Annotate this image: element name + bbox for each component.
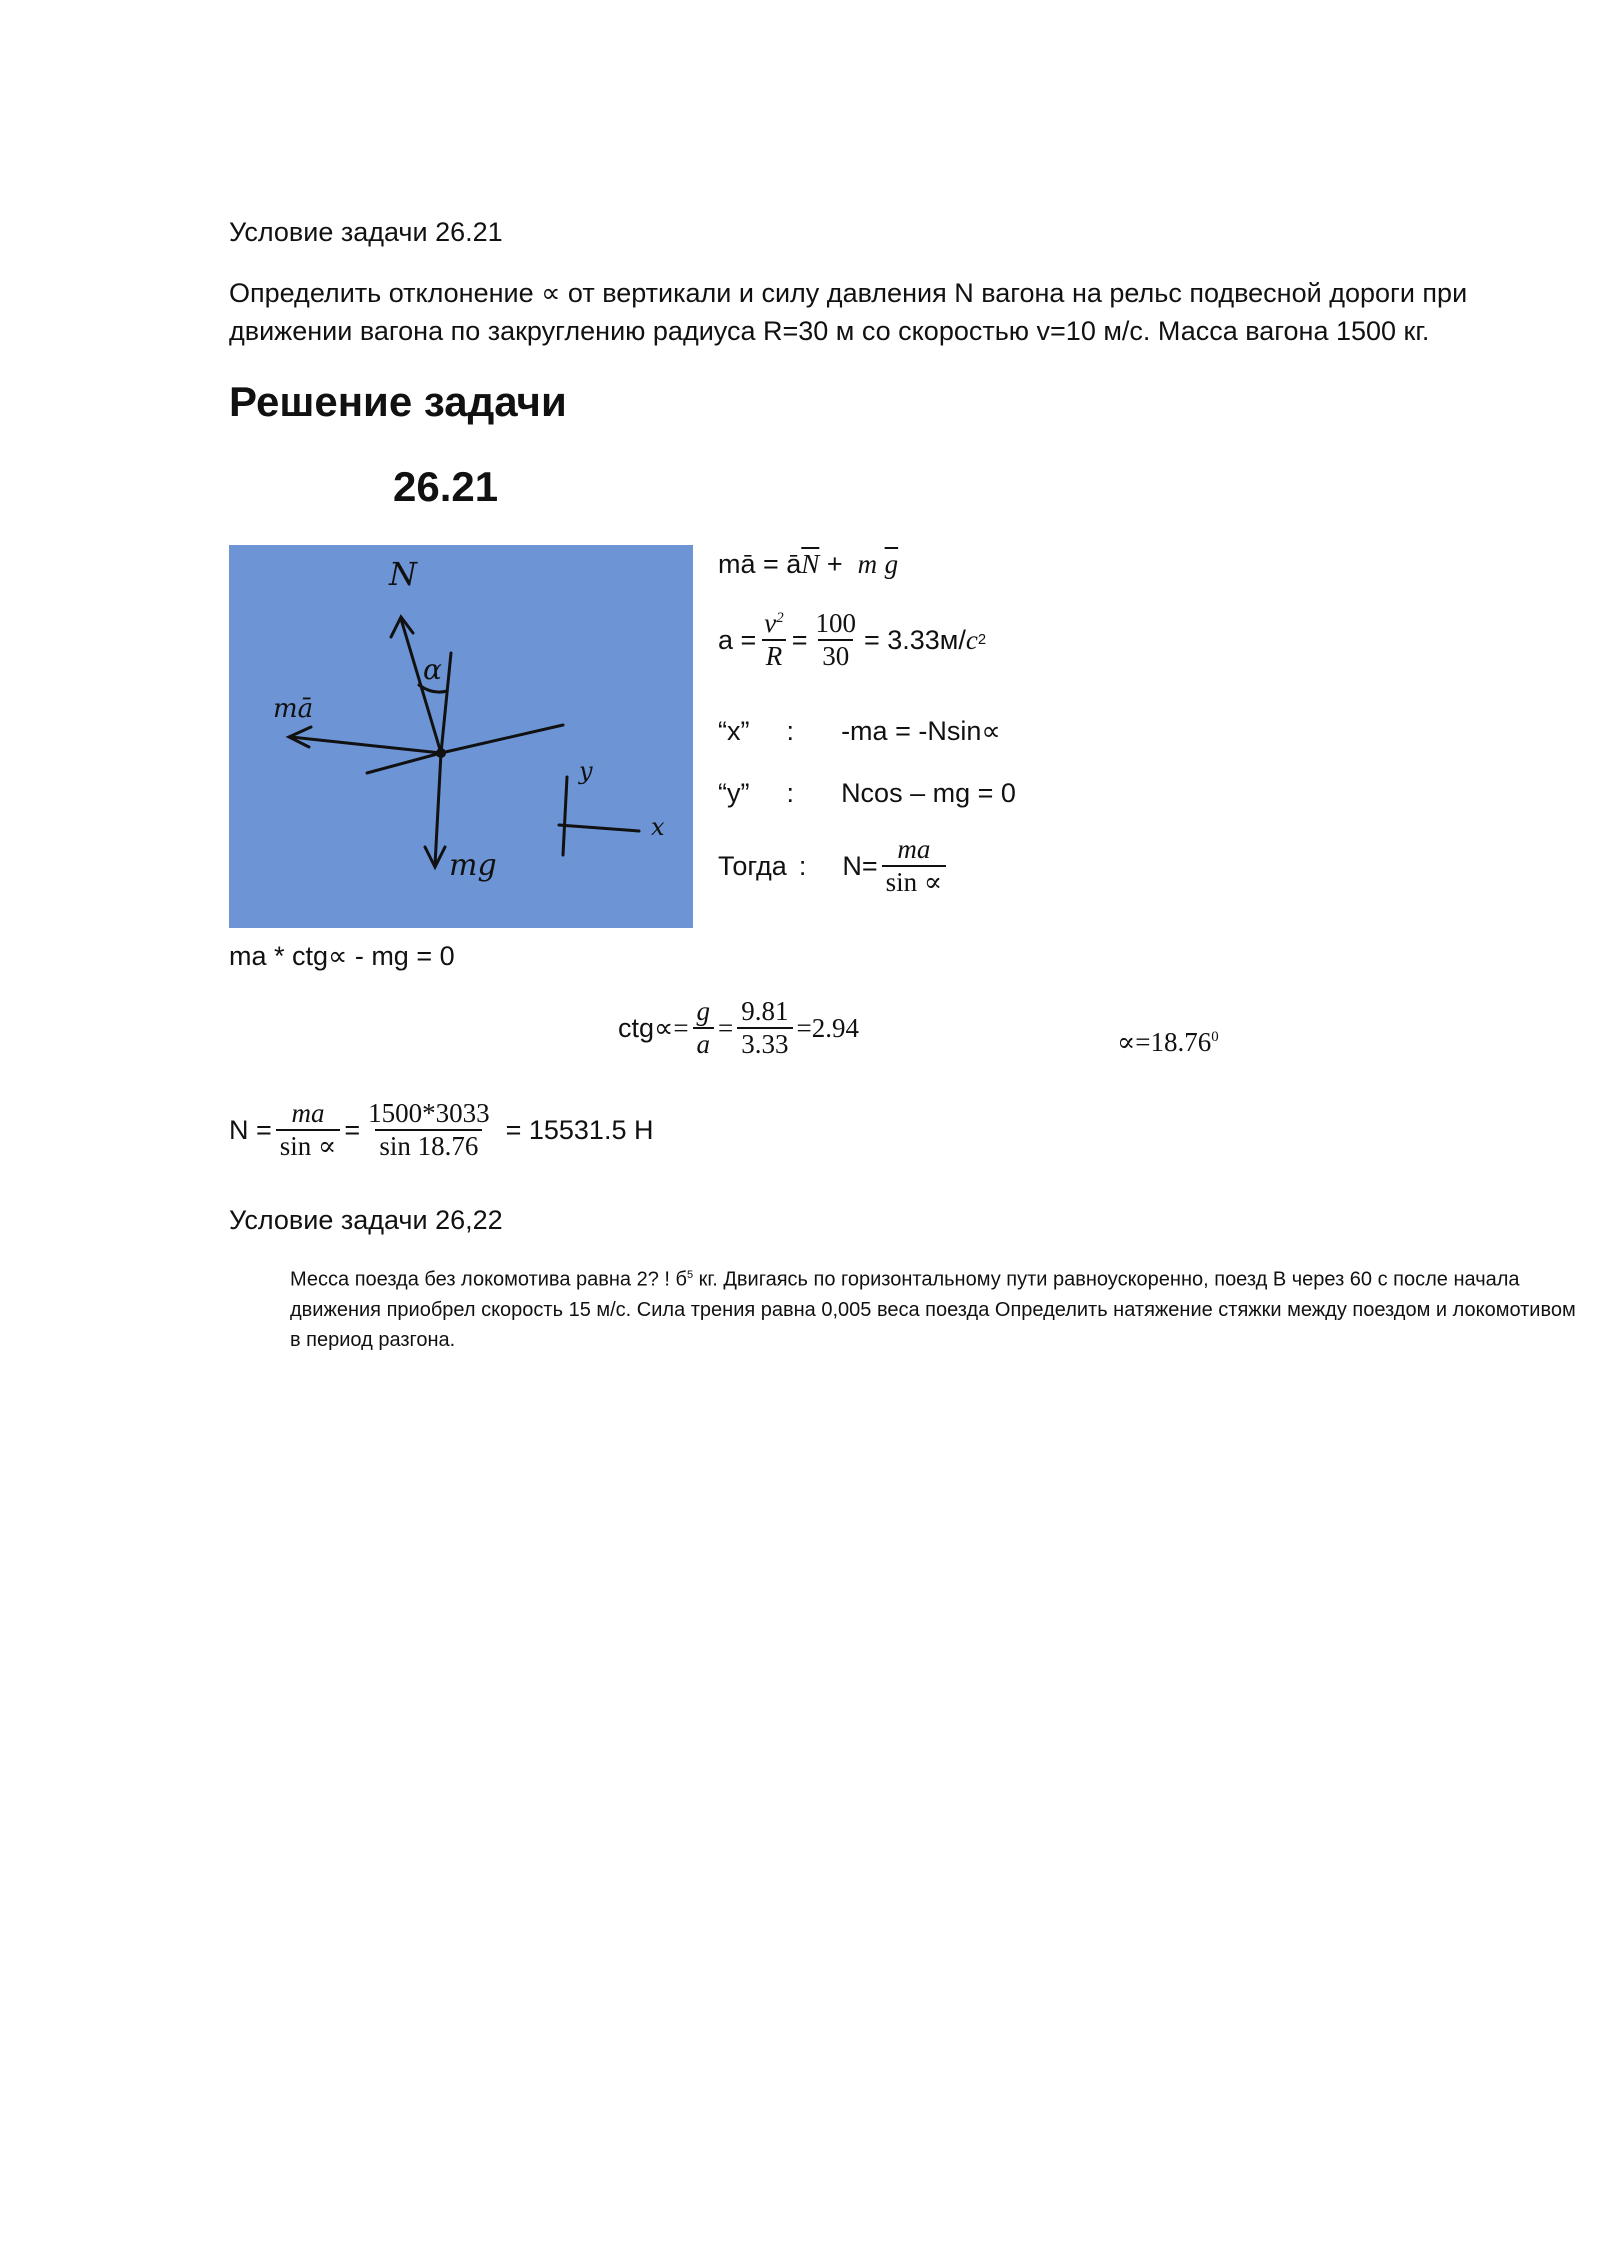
label-alpha: α bbox=[423, 653, 442, 686]
equation-ctg: ma * ctg∝ - mg = 0 bbox=[229, 941, 455, 971]
eq9-num2: 1500*3033 bbox=[368, 1098, 490, 1128]
eq5-fraction bbox=[882, 834, 947, 898]
eq9-eq: = bbox=[344, 1115, 361, 1146]
eq7-fraction-numbers bbox=[737, 996, 792, 1060]
eq9-result: = 15531.5 Н bbox=[505, 1115, 654, 1146]
eq4-expr: Ncos – mg = 0 bbox=[841, 778, 1016, 808]
eq2-v-pow: 2 bbox=[776, 610, 784, 626]
task2-text-b: кг. Двигаясь по горизонтальному пути равноускоренно, поезд В через 60 с после начала движения приобрел скорость 15 м/с. Сила трения равна 0,005 веса поезда Определить натяжение стяжки между поездом и локомотивом в период разгона. bbox=[290, 1268, 1576, 1351]
eq9-fraction-2 bbox=[364, 1098, 494, 1162]
task2-title: Условие задачи 26,22 bbox=[229, 1205, 503, 1235]
eq2-v: v bbox=[764, 608, 777, 638]
equation-n-value bbox=[229, 1098, 653, 1162]
eq4-sep: : bbox=[786, 778, 795, 808]
eq1-n: $\overline{N}$ bbox=[801, 549, 820, 579]
eq4-label: “y” bbox=[718, 778, 750, 808]
eq7-num: 9.81 bbox=[741, 996, 789, 1026]
eq2-c-pow: 2 bbox=[977, 632, 987, 649]
eq2-eq: = bbox=[791, 625, 808, 656]
label-y: y bbox=[579, 757, 593, 785]
eq8-lhs: ∝ bbox=[1117, 1027, 1136, 1057]
eq8-value: 18.76 bbox=[1150, 1027, 1212, 1057]
eq8-eq: = bbox=[1135, 1027, 1151, 1057]
equation-ctg-value bbox=[618, 996, 859, 1060]
solution-number: 26.21 bbox=[393, 463, 499, 510]
eq5-label: Тогда bbox=[718, 851, 787, 882]
eq9-lhs: N = bbox=[229, 1115, 272, 1146]
force-diagram bbox=[229, 545, 693, 928]
equation-alpha-value bbox=[1117, 1018, 1219, 1061]
eq7-a: a bbox=[693, 1027, 715, 1060]
equation-normal-force bbox=[718, 834, 950, 898]
eq5-den: sin ∝ bbox=[882, 865, 947, 898]
eq5-lhs: N= bbox=[842, 851, 878, 882]
eq8-pow: 0 bbox=[1211, 1029, 1219, 1045]
eq7-fraction-g-a bbox=[693, 996, 715, 1060]
eq7-den: 3.33 bbox=[737, 1027, 792, 1060]
eq9-den2: sin 18.76 bbox=[375, 1129, 482, 1162]
task-title: Условие задачи 26.21 bbox=[229, 217, 503, 247]
eq7-eq2: = bbox=[718, 1013, 734, 1044]
eq2-fraction-numbers bbox=[811, 608, 860, 672]
eq5-sep: : bbox=[798, 851, 807, 882]
label-x: x bbox=[651, 813, 665, 841]
equation-y-axis bbox=[718, 774, 1016, 812]
eq2-result: = 3.33м/ bbox=[863, 625, 966, 656]
eq2-lhs: a = bbox=[718, 625, 757, 656]
label-ma: mā bbox=[273, 694, 314, 724]
task2-text bbox=[290, 1260, 1590, 1355]
eq5-num: ma bbox=[897, 834, 931, 864]
eq1-plus: + bbox=[819, 549, 851, 579]
eq2-r: R bbox=[762, 639, 787, 672]
equation-motion bbox=[718, 545, 898, 583]
eq7-lhs: ctg∝ bbox=[618, 1013, 674, 1044]
task2-text-a: Месса поезда без локомотива равна 2? ! б bbox=[290, 1268, 687, 1291]
label-mg: mg bbox=[449, 848, 497, 883]
task2-text-sup: 5 bbox=[686, 1269, 694, 1281]
eq3-sep: : bbox=[786, 716, 795, 746]
eq1-m: m bbox=[857, 549, 878, 579]
equation-acceleration bbox=[718, 608, 986, 672]
eq2-c: c bbox=[965, 625, 978, 656]
force-diagram-figure bbox=[229, 545, 693, 928]
eq7-eq1: = bbox=[673, 1013, 689, 1044]
eq1-left: mā = ā bbox=[718, 549, 802, 579]
eq9-fraction-1 bbox=[276, 1098, 341, 1162]
eq3-expr: -ma = -Nsin∝ bbox=[841, 716, 1001, 746]
label-n: N bbox=[389, 555, 417, 593]
eq9-num1: ma bbox=[291, 1098, 325, 1128]
eq7-result: =2.94 bbox=[796, 1013, 860, 1044]
contact-point bbox=[436, 748, 446, 758]
eq1-g: $\overline{g}$ bbox=[884, 549, 899, 579]
equation-x-axis bbox=[718, 712, 1001, 750]
eq7-g: g bbox=[696, 996, 711, 1026]
eq3-label: “x” bbox=[718, 716, 750, 746]
eq2-num: 100 bbox=[815, 608, 856, 638]
solution-heading: Решение задачи bbox=[229, 378, 567, 425]
eq2-fraction-v2-r bbox=[760, 608, 787, 672]
task-text: Определить отклонение ∝ от вертикали и силу давления N вагона на рельс подвесной дороги при движении вагона по закруглению радиуса R=30 м со скоростью v=10 м/с. Масса вагона 1500 кг. bbox=[229, 278, 1468, 346]
eq9-den1: sin ∝ bbox=[276, 1129, 341, 1162]
eq2-den: 30 bbox=[818, 639, 853, 672]
